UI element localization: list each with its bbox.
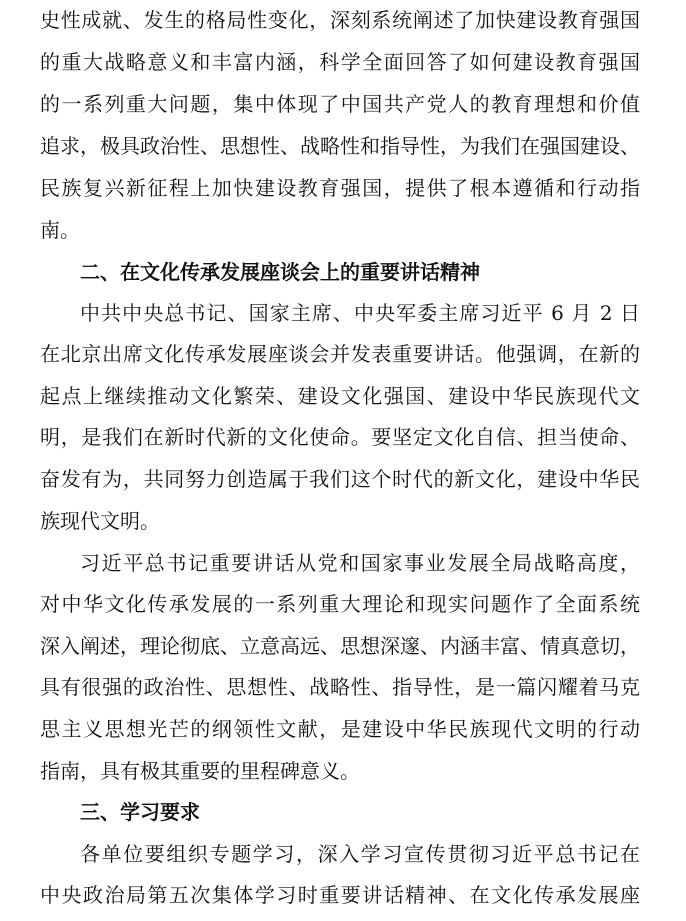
body-text-line: 习近平总书记重要讲话从党和国家事业发展全局战略高度， [80, 551, 640, 575]
body-text-line: 的一系列重大问题，集中体现了中国共产党人的教育理想和价值 [40, 92, 640, 116]
body-text-line: 中共中央总书记、国家主席、中央军委主席习近平 6 月 2 日 [80, 301, 640, 325]
body-text-line: 在北京出席文化传承发展座谈会并发表重要讲话。他强调，在新的 [40, 342, 640, 366]
body-text-line: 起点上继续推动文化繁荣、建设文化强国、建设中华民族现代文 [40, 384, 640, 408]
body-text-line: 的重大战略意义和丰富内涵，科学全面回答了如何建设教育强国 [40, 50, 640, 74]
body-text-line: 南。 [40, 218, 80, 242]
section-heading: 三、学习要求 [80, 800, 200, 824]
body-text-line: 对中华文化传承发展的一系列重大理论和现实问题作了全面系统 [40, 592, 640, 616]
body-text-line: 思主义思想光芒的纲领性文献，是建设中华民族现代文明的行动 [40, 717, 640, 741]
body-text-line: 史性成就、发生的格局性变化，深刻系统阐述了加快建设教育强国 [40, 8, 640, 32]
body-text-line: 深入阐述，理论彻底、立意高远、思想深邃、内涵丰富、情真意切， [40, 634, 640, 658]
body-text-line: 族现代文明。 [40, 509, 160, 533]
body-text-line: 指南，具有极其重要的里程碑意义。 [40, 759, 360, 783]
body-text-line: 奋发有为，共同努力创造属于我们这个时代的新文化，建设中华民 [40, 467, 640, 491]
section-heading: 二、在文化传承发展座谈会上的重要讲话精神 [80, 260, 480, 284]
body-text-line: 民族复兴新征程上加快建设教育强国，提供了根本遵循和行动指 [40, 176, 640, 200]
body-text-line: 各单位要组织专题学习，深入学习宣传贯彻习近平总书记在 [80, 842, 640, 866]
body-text-line: 追求，极具政治性、思想性、战略性和指导性，为我们在强国建设、 [40, 134, 640, 158]
body-text-line: 中央政治局第五次集体学习时重要讲话精神、在文化传承发展座 [40, 883, 640, 907]
body-text-line: 明，是我们在新时代新的文化使命。要坚定文化自信、担当使命、 [40, 425, 640, 449]
body-text-line: 具有很强的政治性、思想性、战略性、指导性，是一篇闪耀着马克 [40, 675, 640, 699]
